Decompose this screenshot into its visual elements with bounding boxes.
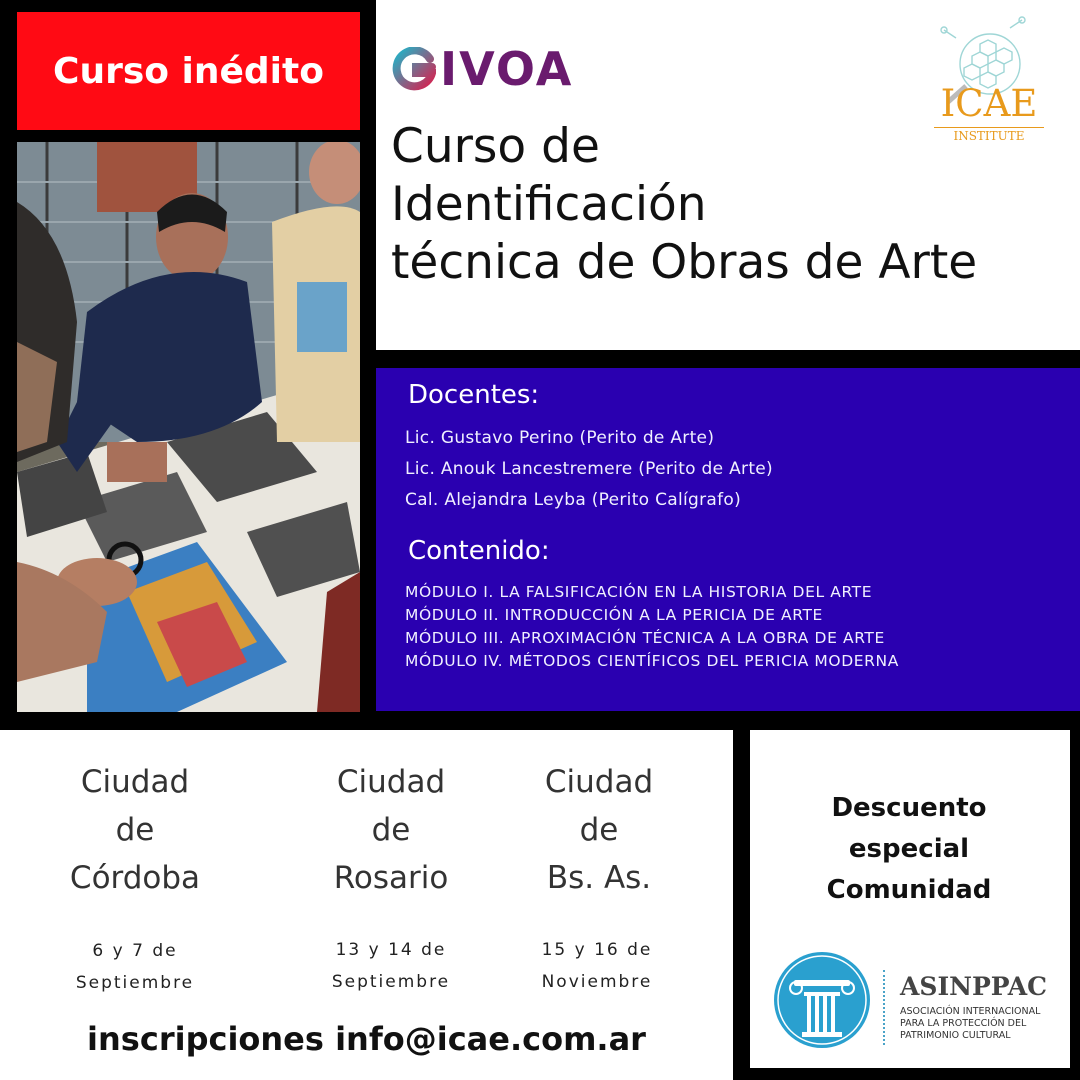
discount-panel	[750, 730, 1070, 1068]
course-title	[391, 118, 1071, 292]
logo-divider	[883, 970, 885, 1045]
title-line-2: Identificación	[391, 177, 707, 232]
city-line: de	[579, 812, 619, 848]
city-line: de	[371, 812, 411, 848]
header-panel	[376, 0, 1080, 350]
ionic-column-icon	[772, 950, 872, 1050]
course-badge	[17, 12, 360, 130]
givoa-g-logo-icon	[392, 47, 436, 91]
teacher-1: Lic. Gustavo Perino (Perito de Arte)	[405, 428, 715, 448]
city-line: Ciudad	[544, 764, 654, 800]
date-cordoba	[35, 935, 235, 999]
workshop-photo	[17, 142, 360, 712]
date-line: Noviembre	[541, 972, 653, 992]
date-rosario	[291, 934, 491, 998]
city-line: Córdoba	[69, 860, 201, 896]
info-panel	[376, 368, 1080, 711]
asinppac-desc-line: PARA LA PROTECCIÓN DEL	[900, 1018, 1027, 1029]
icae-subtitle: INSTITUTE	[934, 127, 1044, 143]
date-line: 6 y 7 de	[92, 941, 178, 961]
asinppac-wordmark: ASINPPAC	[900, 972, 1048, 1001]
module-4: MÓDULO IV. MÉTODOS CIENTÍFICOS DEL PERICIA MODERNA	[405, 652, 899, 670]
discount-line: especial	[848, 834, 970, 864]
title-line-1: Curso de	[391, 119, 600, 174]
date-buenos-aires	[497, 934, 697, 998]
city-line: Ciudad	[80, 764, 190, 800]
module-1: MÓDULO I. LA FALSIFICACIÓN EN LA HISTORIA DEL ARTE	[405, 583, 873, 601]
contenido-heading: Contenido:	[408, 536, 550, 566]
dates-panel	[0, 730, 733, 1080]
asinppac-desc-line: ASOCIACIÓN INTERNACIONAL	[900, 1006, 1041, 1017]
title-line-3: técnica de Obras de Arte	[391, 235, 978, 290]
date-line: Septiembre	[75, 973, 195, 993]
date-line: Septiembre	[331, 972, 451, 992]
asinppac-description	[900, 1006, 1070, 1042]
city-buenos-aires	[499, 758, 699, 902]
discount-line: Comunidad	[826, 875, 992, 905]
photo-illustration	[17, 142, 360, 712]
discount-text	[750, 788, 1068, 911]
city-cordoba	[35, 758, 235, 902]
city-rosario	[291, 758, 491, 902]
givoa-logo	[392, 42, 573, 96]
date-line: 13 y 14 de	[335, 940, 447, 960]
module-2: MÓDULO II. INTRODUCCIÓN A LA PERICIA DE ARTE	[405, 606, 823, 624]
city-line: Rosario	[333, 860, 449, 896]
teacher-2: Lic. Anouk Lancestremere (Perito de Arte)	[405, 459, 773, 479]
registration-contact[interactable]: inscripciones info@icae.com.ar	[87, 1020, 646, 1058]
module-3: MÓDULO III. APROXIMACIÓN TÉCNICA A LA OBRA DE ARTE	[405, 629, 885, 647]
docentes-heading: Docentes:	[408, 380, 540, 410]
icae-wordmark: ICAE	[940, 82, 1038, 125]
city-line: Bs. As.	[546, 860, 652, 896]
teacher-3: Cal. Alejandra Leyba (Perito Calígrafo)	[405, 490, 742, 510]
asinppac-desc-line: PATRIMONIO CULTURAL	[900, 1030, 1011, 1041]
date-line: 15 y 16 de	[541, 940, 653, 960]
badge-label: Curso inédito	[53, 50, 324, 92]
discount-line: Descuento	[831, 793, 987, 823]
city-line: de	[115, 812, 155, 848]
givoa-wordmark: IVOA	[440, 42, 574, 96]
city-line: Ciudad	[336, 764, 446, 800]
